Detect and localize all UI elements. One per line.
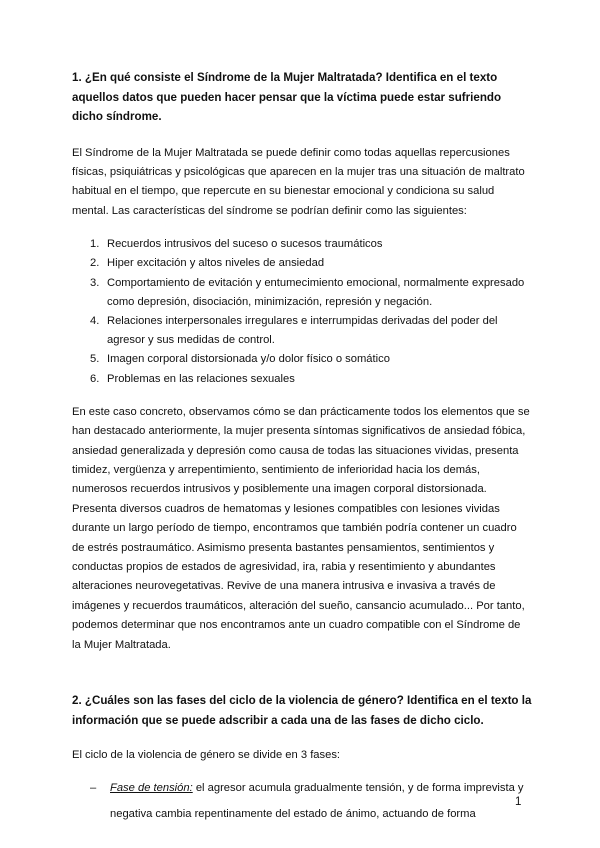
phase-term: Fase de tensión:	[110, 782, 193, 795]
list-item: 1. Recuerdos intrusivos del suceso o sucesos traumáticos	[90, 238, 383, 251]
cycle-intro-paragraph: El ciclo de la violencia de género se divide en 3 fases:	[72, 749, 341, 762]
phase-tension-item	[72, 775, 532, 827]
list-item: 3. Comportamiento de evitación y entumecimiento emocional, normalmente expresado como depresión, disociación, minimización, represión y negación.	[90, 276, 525, 308]
syndrome-definition-paragraph: El Síndrome de la Mujer Maltratada se puede definir como todas aquellas repercusiones físicas, psiquiátricas y psicológicas que aparecen en la mujer tras una situación de maltrato habitual en el tiempo, que repercute en su bienestar emocional y condiciona su salud mental. Las características del síndrome se podrían definir como las siguientes:	[72, 146, 525, 217]
page-content	[72, 68, 532, 827]
syndrome-characteristics-list	[72, 235, 532, 389]
question-2-heading: 2. ¿Cuáles son las fases del ciclo de la violencia de género? Identifica en el texto la información que se puede adscribir a cada una de las fases de dicho ciclo.	[72, 694, 532, 727]
phase-description: el agresor acumula gradualmente tensión, y de forma imprevista y negativa cambia repentinamente del estado de ánimo, actuando de forma	[110, 782, 524, 821]
list-item: 5. Imagen corporal distorsionada y/o dolor físico o somático	[90, 353, 390, 366]
case-analysis-paragraph: En este caso concreto, observamos cómo se dan prácticamente todos los elementos que se han destacado anteriormente, la mujer presenta síntomas significativos de ansiedad fóbica, ansiedad generalizada y depresión como causa de todas las situaciones vividas, presenta timidez, vergüenza y arrepentimiento, sentimiento de inferioridad hacia los demás, numerosos recuerdos intrusivos y posiblemente una imagen corporal distorsionada. Presenta diversos cuadros de hematomas y lesiones compatibles con lesiones vividas durante un largo período de tiempo, encontramos que también podría contener un cuadro de estrés postraumático. Asimismo presenta bastantes pensamientos, sentimientos y conductas propios de estados de agresividad, ira, rabia y resentimiento y abundantes alteraciones neurovegetativas. Revive de una manera intrusiva e invasiva a través de imágenes y recuerdos traumáticos, alteración del sueño, cansancio acumulado... Por tanto, podemos determinar que nos encontramos ante un cuadro compatible con el Síndrome de la Mujer Maltratada.	[72, 405, 530, 651]
page-number: 1	[515, 796, 522, 808]
question-1-heading: 1. ¿En qué consiste el Síndrome de la Mujer Maltratada? Identifica en el texto aquellos datos que pueden hacer pensar que la víctima puede estar sufriendo dicho síndrome.	[72, 71, 502, 123]
list-item: 2. Hiper excitación y altos niveles de ansiedad	[90, 257, 325, 270]
dash-bullet: –	[90, 782, 97, 795]
list-item: 4. Relaciones interpersonales irregulares e interrumpidas derivadas del poder del agresor y sus medidas de control.	[90, 314, 498, 347]
list-item: 6. Problemas en las relaciones sexuales	[90, 372, 295, 385]
